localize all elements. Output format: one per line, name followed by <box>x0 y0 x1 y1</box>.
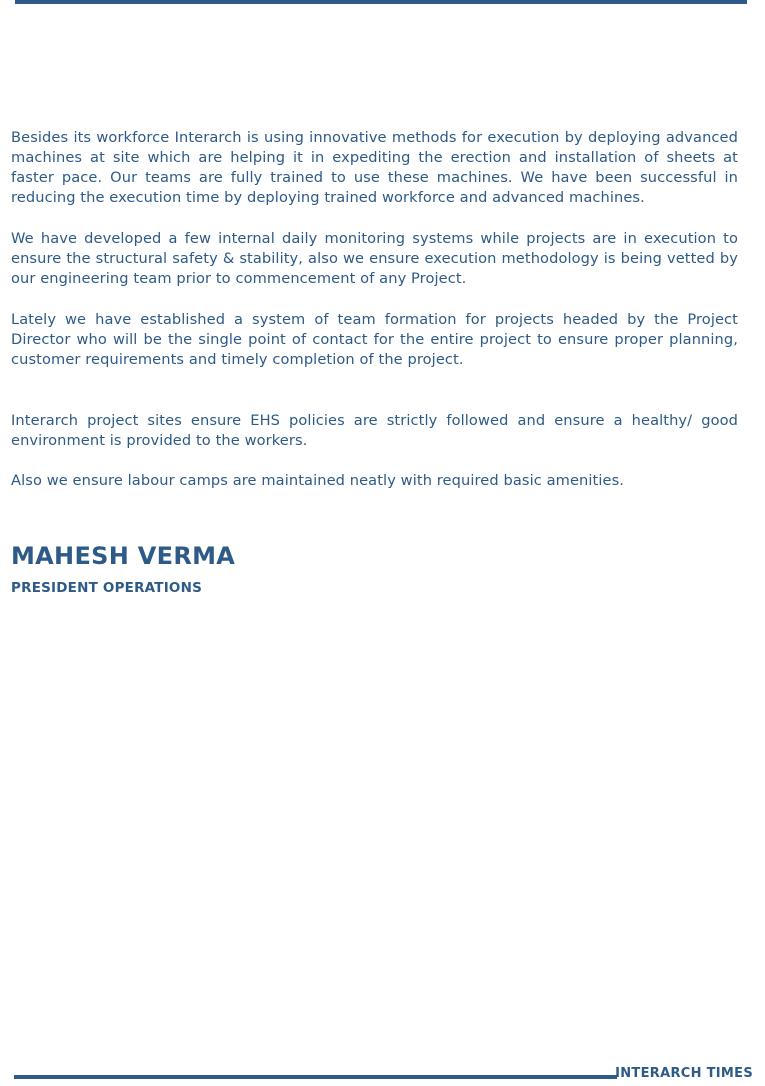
article-body <box>11 128 738 491</box>
paragraph-team-formation: Lately we have established a system of team formation for projects headed by the Project Director who will be the single point of contact for the entire project to ensure proper planning, customer requirements and timely completion of the project. <box>11 311 738 368</box>
footer-rule <box>14 1075 617 1079</box>
footer-publication-name: INTERARCH TIMES <box>615 1066 753 1081</box>
author-name: MAHESH VERMA <box>11 542 236 570</box>
paragraph-workforce-machines: Besides its workforce Interarch is using innovative methods for execution by deploying advanced machines at site which are helping it in expediting the erection and installation of sheets at faster pace. Our teams are fully trained to use these machines. We have been successful in reducing the execution time by deploying trained workforce and advanced machines. <box>11 129 738 206</box>
top-rule <box>15 0 747 4</box>
paragraph-labour-camps: Also we ensure labour camps are maintained neatly with required basic amenities. <box>11 472 625 489</box>
paragraph-monitoring-systems: We have developed a few internal daily monitoring systems while projects are in execution to ensure the structural safety & stability, also we ensure execution methodology is being vetted by our engineering team prior to commencement of any Project. <box>11 230 738 287</box>
author-title: PRESIDENT OPERATIONS <box>11 580 203 596</box>
signature-block <box>11 540 235 596</box>
paragraph-ehs-policies: Interarch project sites ensure EHS policies are strictly followed and ensure a healthy/ good environment is provided to the workers. <box>11 412 738 449</box>
